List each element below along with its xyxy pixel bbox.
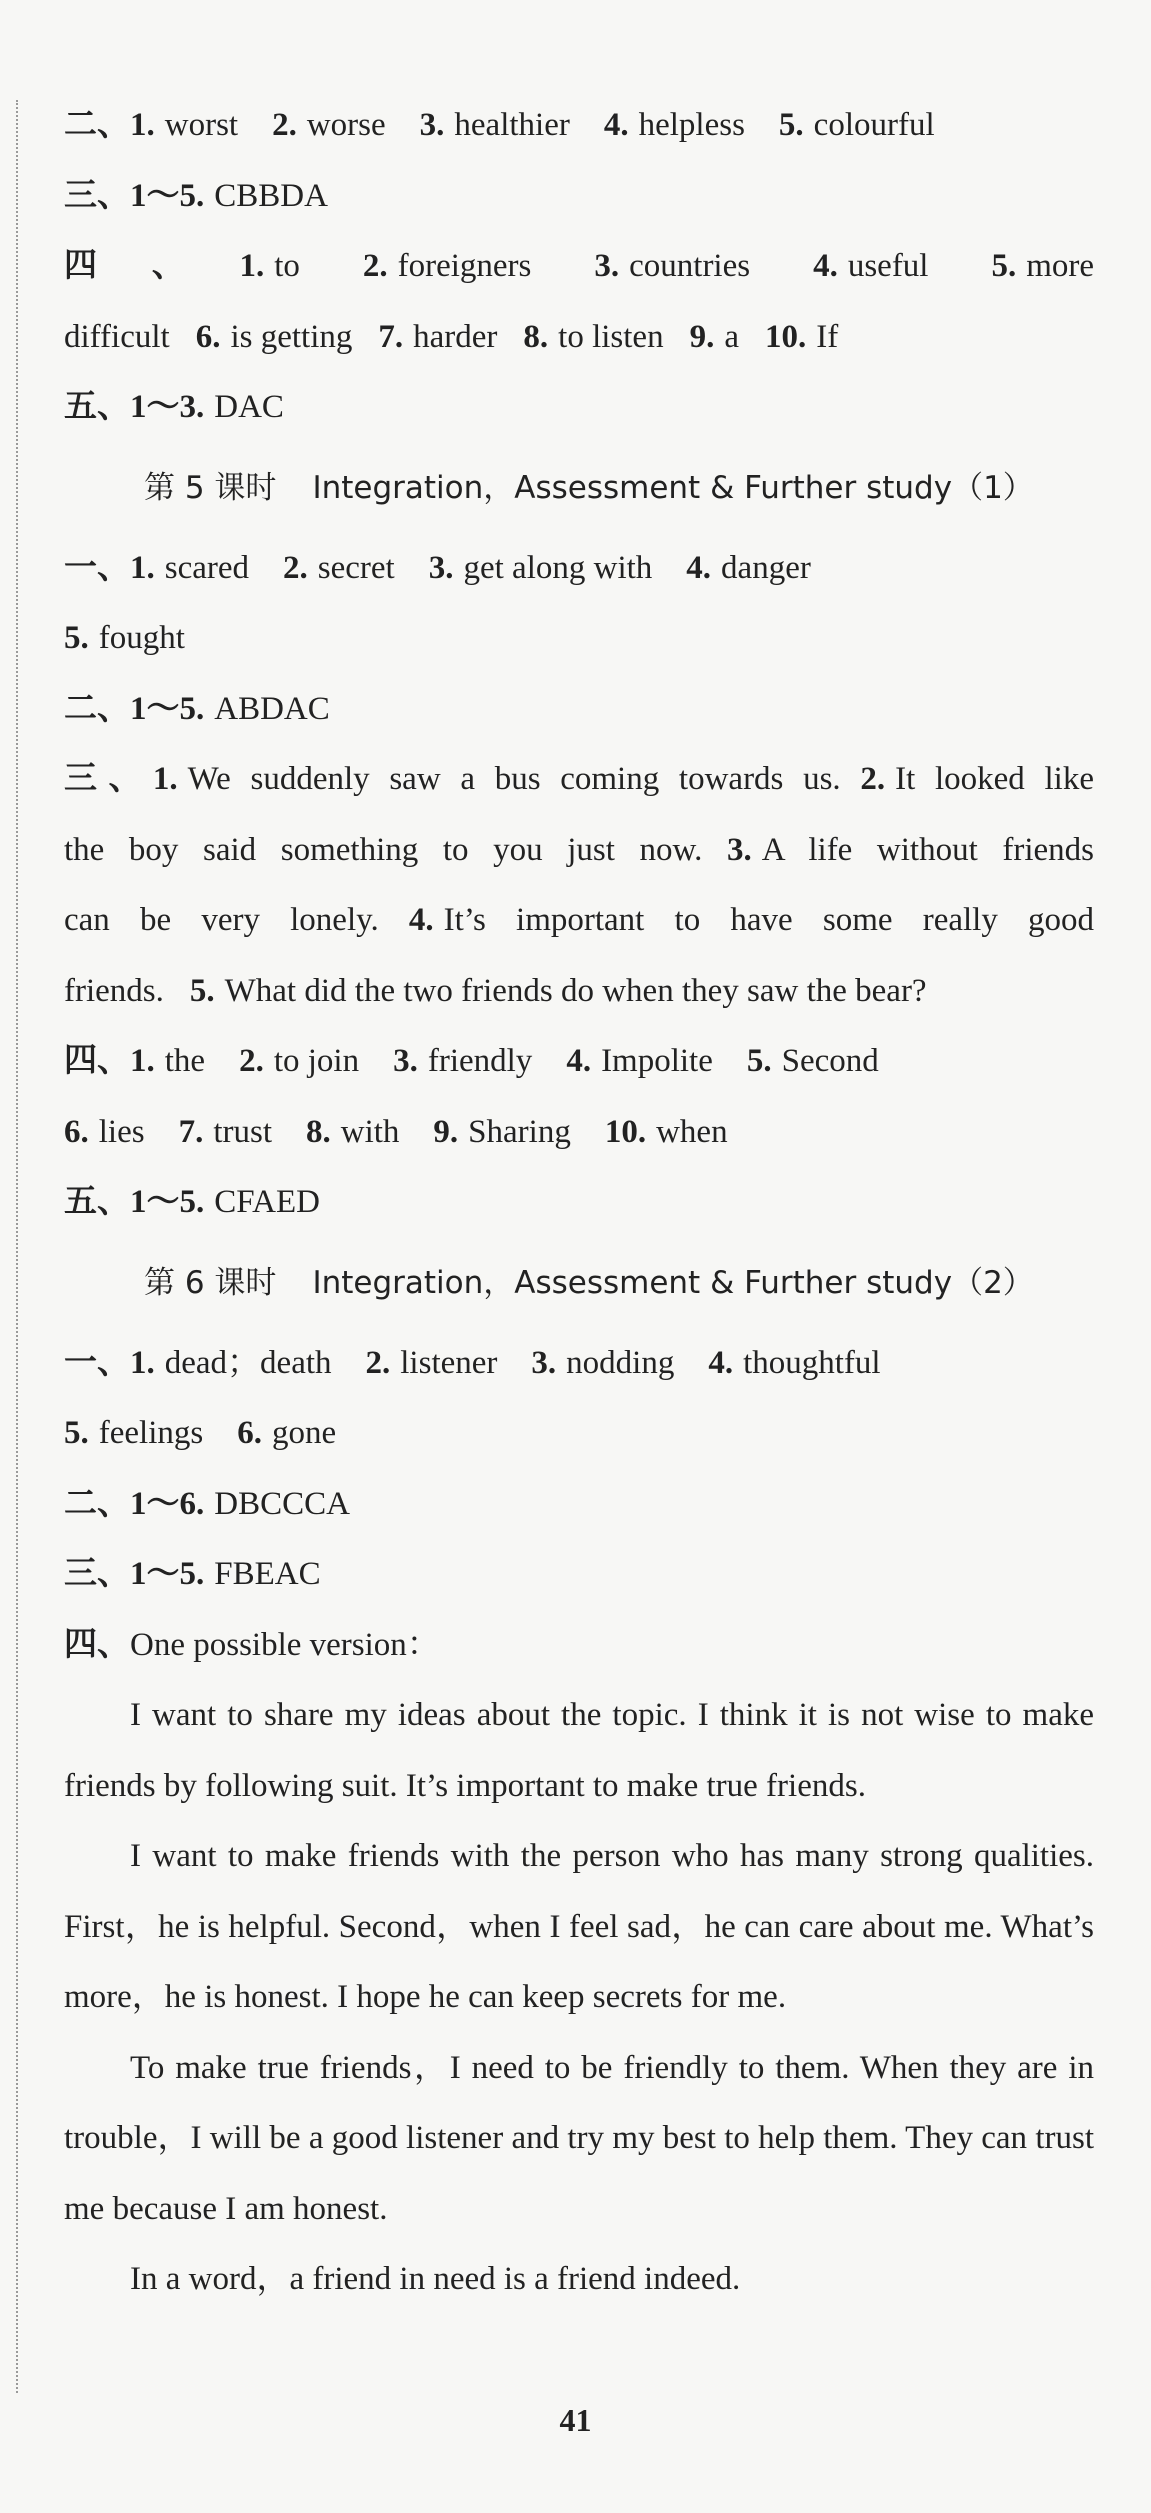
item-range: 1～3. <box>130 389 205 425</box>
item-number: 3. <box>428 549 454 586</box>
item-number: 2. <box>283 549 308 586</box>
item-number: 1. <box>130 1043 155 1079</box>
item-number: 8. <box>523 318 549 355</box>
answer-line <box>64 956 1094 1027</box>
answer-line <box>64 603 1094 674</box>
item-number: 3. <box>531 1344 557 1381</box>
section-label: 一、 <box>64 1344 130 1381</box>
item-answer: DBCCCA <box>214 1485 350 1522</box>
item-number: 1. <box>152 761 178 797</box>
item-number: 8. <box>306 1113 331 1150</box>
section-label: 五、 <box>64 1184 130 1220</box>
item-answer: nodding <box>566 1344 675 1381</box>
section-label: 五、 <box>64 389 130 425</box>
item-answer: CFAED <box>214 1184 320 1220</box>
item-answer: Second <box>781 1043 879 1079</box>
item-answer: harder <box>413 318 498 355</box>
item-number: 4. <box>813 248 838 284</box>
item-answer: to listen <box>558 318 664 355</box>
item-number: 3. <box>727 831 752 868</box>
item-number: 3. <box>419 107 445 143</box>
item-answer: feelings <box>98 1415 204 1451</box>
item-number: 1. <box>239 248 265 284</box>
item-answer: listener <box>400 1344 498 1381</box>
section-label: 二、 <box>64 690 130 727</box>
item-answer: to <box>274 248 300 284</box>
item-number: 2. <box>365 1344 391 1381</box>
answer-line <box>64 1398 1094 1469</box>
item-answer: ABDAC <box>214 690 330 727</box>
answer-line <box>64 231 1094 302</box>
item-number: 7. <box>378 318 404 355</box>
item-number: 10. <box>604 1113 647 1150</box>
section-label: 四、 <box>64 1626 130 1663</box>
lesson-number: 第 5 课时 <box>144 469 277 506</box>
item-number: 4. <box>686 549 712 586</box>
item-number: 4. <box>603 107 629 143</box>
item-answer: more <box>1026 248 1095 284</box>
item-number: 5. <box>64 1415 89 1451</box>
section-label: 三、 <box>64 1556 130 1592</box>
item-range: 1～5. <box>130 690 205 727</box>
item-answer: the <box>164 1043 206 1079</box>
item-number: 3. <box>594 248 620 284</box>
item-answer: can be very lonely. <box>64 902 379 938</box>
item-number: 1. <box>130 549 155 586</box>
item-answer: DAC <box>214 389 284 425</box>
item-answer: difficult <box>64 318 170 355</box>
page-edge-dotted-line <box>16 100 18 2393</box>
section-label: 一、 <box>64 549 130 586</box>
item-answer: when <box>656 1113 728 1150</box>
essay-paragraph: I want to share my ideas about the topic. I think it is not wise to make friends by following suit. It’s important to make true friends. <box>64 1697 1094 1804</box>
essay-intro: One possible version： <box>130 1626 440 1663</box>
item-number: 9. <box>689 318 715 355</box>
item-answer: It looked like <box>895 761 1094 797</box>
item-answer: If <box>816 318 839 355</box>
item-answer: colourful <box>813 107 935 143</box>
section-label: 四、 <box>64 1043 130 1079</box>
answer-line <box>64 744 1094 815</box>
item-answer: lies <box>98 1113 145 1150</box>
answer-line <box>64 1026 1094 1097</box>
item-answer: danger <box>721 549 811 586</box>
item-answer: get along with <box>463 549 653 586</box>
item-range: 1～6. <box>130 1485 205 1522</box>
item-number: 1. <box>130 107 155 143</box>
item-range: 1～5. <box>130 1556 205 1592</box>
item-number: 1. <box>130 1344 155 1381</box>
answer-line <box>64 533 1094 604</box>
item-answer: gone <box>271 1415 337 1451</box>
essay-paragraph: In a word，a friend in need is a friend indeed. <box>130 2261 741 2297</box>
item-answer: friends. <box>64 972 164 1009</box>
item-number: 4. <box>708 1344 734 1381</box>
item-answer: with <box>340 1113 400 1150</box>
answer-line <box>64 302 1094 373</box>
answer-line <box>64 372 1094 443</box>
item-answer: useful <box>847 248 929 284</box>
item-answer: secret <box>317 549 395 586</box>
answer-line <box>64 815 1094 886</box>
item-answer: a <box>724 318 739 355</box>
item-answer: Impolite <box>601 1043 713 1079</box>
item-number: 7. <box>178 1113 204 1150</box>
item-number: 2. <box>239 1043 264 1079</box>
lesson-heading <box>64 1238 1094 1328</box>
item-answer: fought <box>98 620 185 656</box>
answer-line <box>64 885 1094 956</box>
essay-paragraph: I want to make friends with the person who has many strong qualities. First，he is helpful. Second，when I feel sad，he can care about me. What’s more，he is honest. I hope he can keep secrets for me. <box>64 1838 1094 2015</box>
item-answer: CBBDA <box>214 177 328 214</box>
section-label: 三、 <box>64 177 130 214</box>
item-answer: the boy said something to you just now. <box>64 831 703 868</box>
item-number: 5. <box>746 1043 772 1079</box>
item-answer: to join <box>273 1043 360 1079</box>
section-label: 二、 <box>64 107 130 143</box>
item-number: 9. <box>433 1113 459 1150</box>
item-number: 5. <box>991 248 1017 284</box>
item-answer: worse <box>306 107 386 143</box>
item-number: 2. <box>860 761 886 797</box>
item-answer: countries <box>629 248 751 284</box>
item-number: 2. <box>362 248 388 284</box>
item-number: 2. <box>272 107 297 143</box>
answer-line <box>64 161 1094 232</box>
answer-content <box>64 90 1094 2315</box>
answer-line <box>64 1097 1094 1168</box>
item-answer: helpless <box>638 107 745 143</box>
item-number: 5. <box>189 972 215 1009</box>
section-label: 三、 <box>64 761 153 797</box>
item-answer: thoughtful <box>743 1344 881 1381</box>
item-answer: Sharing <box>468 1113 571 1150</box>
item-answer: is getting <box>230 318 353 355</box>
item-number: 4. <box>566 1043 592 1079</box>
section-label: 四、 <box>64 248 240 284</box>
item-number: 6. <box>237 1415 262 1451</box>
item-answer: A life without friends <box>761 831 1094 868</box>
section-label: 二、 <box>64 1485 130 1522</box>
item-answer: dead；death <box>164 1344 332 1381</box>
page-number: 41 <box>559 2402 592 2438</box>
item-answer: What did the two friends do when they saw the bear? <box>224 972 927 1009</box>
item-number: 6. <box>195 318 221 355</box>
item-number: 6. <box>64 1113 89 1150</box>
item-answer: trust <box>213 1113 272 1150</box>
lesson-title: Integration，Assessment & Further study（2） <box>312 1264 1034 1301</box>
item-answer: It’s important to have some really good <box>443 902 1095 938</box>
answer-line <box>64 1167 1094 1238</box>
item-answer: worst <box>164 107 239 143</box>
lesson-number: 第 6 课时 <box>144 1264 277 1301</box>
item-answer: FBEAC <box>214 1556 321 1592</box>
item-range: 1～5. <box>130 1184 205 1220</box>
answer-line <box>64 674 1094 745</box>
item-answer: friendly <box>427 1043 533 1079</box>
item-answer: healthier <box>454 107 570 143</box>
answer-line <box>64 1539 1094 1610</box>
item-answer: foreigners <box>397 248 532 284</box>
item-number: 10. <box>764 318 807 355</box>
essay-paragraph: To make true friends，I need to be friendly to them. When they are in trouble，I will be a good listener and try my best to help them. They can trust me because I am honest. <box>64 2049 1094 2227</box>
lesson-title: Integration，Assessment & Further study（1） <box>312 469 1034 506</box>
item-number: 4. <box>408 902 434 938</box>
item-range: 1～5. <box>130 177 205 214</box>
answer-line <box>64 1328 1094 1399</box>
answer-line <box>64 1469 1094 1540</box>
answer-line <box>64 90 1094 161</box>
item-number: 5. <box>64 620 89 656</box>
item-answer: We suddenly saw a bus coming towards us. <box>187 761 841 797</box>
item-number: 3. <box>393 1043 418 1079</box>
item-number: 5. <box>778 107 804 143</box>
answer-line <box>64 1610 1094 1681</box>
lesson-heading <box>64 443 1094 533</box>
item-answer: scared <box>164 549 250 586</box>
